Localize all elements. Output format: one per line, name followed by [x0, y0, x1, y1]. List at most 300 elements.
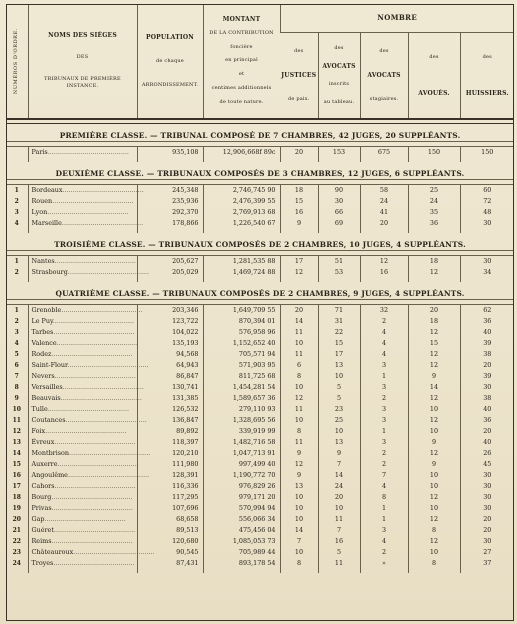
cell-avi: 13	[318, 360, 360, 371]
cell-mont: 1,190,772 70	[203, 470, 280, 481]
cell-hui: 40	[460, 327, 514, 338]
cell-mont: 1,649,709 55	[203, 305, 280, 317]
cell-hui: 38	[460, 349, 514, 360]
cell-hui: 34	[460, 267, 514, 278]
leader-dots: ........................................	[62, 383, 144, 391]
cell-mont: 811,725 68	[203, 371, 280, 382]
cell-pop: 131,385	[137, 393, 203, 404]
table-row	[6, 338, 514, 349]
cell-hui: 45	[460, 459, 514, 470]
leader-dots: ........................................	[54, 257, 136, 265]
header-mont-l1: MONTANT	[222, 16, 261, 24]
leader-dots: ........................................	[73, 548, 155, 556]
cell-mont: 279,110 93	[203, 404, 280, 415]
cell-name	[28, 514, 137, 525]
cell-avi: 90	[318, 185, 360, 197]
cell-name	[28, 316, 137, 327]
spacer-cell	[460, 569, 514, 573]
cell-pop: 64,943	[137, 360, 203, 371]
header-pop-l2: de chaque	[156, 57, 184, 64]
cell-n: 4	[14, 220, 19, 227]
cell-hui: 30	[460, 256, 514, 268]
cell-avs: 4	[360, 338, 408, 349]
header-mont-l3: foncière	[230, 43, 253, 50]
cell-jus: 12	[280, 459, 318, 470]
cell-name	[28, 218, 144, 229]
cell-n: 23	[12, 549, 21, 556]
leader-dots: ........................................	[61, 306, 143, 314]
header-nombre-text: NOMBRE	[377, 12, 418, 22]
cell-hui: 39	[460, 338, 514, 349]
table-row	[6, 305, 514, 317]
cell-name	[28, 404, 137, 415]
cell-pop: 120,680	[137, 536, 203, 547]
tribunal-name: Montbrison	[31, 449, 70, 457]
cell-name	[28, 558, 137, 569]
cell-avi: 66	[318, 207, 360, 218]
cell-pop: 111,980	[137, 459, 203, 470]
header-justices	[280, 33, 318, 120]
cell-n: 3	[14, 329, 19, 336]
cell-n: 8	[14, 384, 19, 391]
cell-jus: 10	[280, 547, 318, 558]
tribunal-name: Beauvais	[31, 394, 61, 402]
cell-hui: 40	[460, 437, 514, 448]
cell-jus: 18	[280, 185, 318, 197]
header-avoues	[408, 33, 460, 120]
leader-dots: ........................................	[67, 268, 150, 276]
cell-hui: 26	[460, 448, 514, 459]
cell-mont: 870,394 01	[203, 316, 280, 327]
cell-jus: 9	[280, 470, 318, 481]
cell-pop: 120,210	[137, 448, 203, 459]
cell-pop: 245,348	[137, 185, 203, 197]
cell-jus: 8	[280, 558, 318, 569]
cell-avi: 7	[318, 525, 360, 536]
cell-n: 4	[14, 340, 19, 347]
cell-avs: 7	[360, 470, 408, 481]
cell-mont: 1,047,713 91	[203, 448, 280, 459]
table-row	[6, 437, 514, 448]
cell-hui: 20	[460, 514, 514, 525]
section-title: TROISIÈME CLASSE. — TRIBUNAUX COMPOSÉS DE 2 CHAMBRES, 10 JUGES, 4 SUPPLÉANTS.	[54, 240, 466, 249]
cell-avi: 16	[318, 536, 360, 547]
cell-mont: 556,066 34	[203, 514, 280, 525]
cell-pop: 126,532	[137, 404, 203, 415]
cell-name	[28, 207, 137, 218]
cell-name	[28, 437, 137, 448]
cell-avi: 25	[318, 415, 360, 426]
cell-pop: 104,022	[137, 327, 203, 338]
leader-dots: ........................................	[60, 394, 142, 402]
header-noms-l2: DES	[76, 53, 89, 60]
cell-name	[28, 481, 137, 492]
cell-hui: 30	[460, 470, 514, 481]
table-row	[6, 492, 514, 503]
table-row	[6, 371, 514, 382]
cell-avs: 12	[360, 256, 408, 268]
header-mont-l5: et	[238, 71, 245, 78]
cell-n: 19	[12, 505, 21, 512]
spacer-cell	[28, 569, 137, 573]
cell-avo: 9	[408, 371, 460, 382]
cell-jus: 13	[280, 481, 318, 492]
cell-mont: 12,906,668f 89c	[203, 147, 280, 159]
cell-jus: 20	[280, 147, 318, 159]
cell-n: 14	[12, 450, 21, 457]
cell-hui: 30	[460, 492, 514, 503]
cell-pop: 205,029	[137, 267, 203, 278]
cell-mont: 576,958 96	[203, 327, 280, 338]
cell-avs: 58	[360, 185, 408, 197]
cell-jus: 7	[280, 536, 318, 547]
cell-pop: 203,346	[137, 305, 203, 317]
leader-dots: ........................................	[53, 559, 135, 567]
frame-left	[6, 4, 7, 620]
cell-hui: 60	[460, 185, 514, 197]
cell-avi: 69	[318, 218, 360, 229]
header-huissiers	[460, 33, 514, 120]
spacer-cell	[137, 569, 203, 573]
tribunal-name: Troyes	[31, 559, 54, 567]
tribunal-name: Privas	[31, 504, 52, 512]
cell-jus: 8	[280, 426, 318, 437]
cell-avi: 7	[318, 459, 360, 470]
cell-n: 18	[12, 494, 21, 501]
cell-name	[28, 415, 147, 426]
cell-pop: 935,108	[137, 147, 203, 159]
cell-pop: 116,336	[137, 481, 203, 492]
cell-hui: 30	[460, 218, 514, 229]
cell-avo: 12	[408, 327, 460, 338]
cell-avo: 10	[408, 470, 460, 481]
table-body	[6, 119, 514, 573]
header-mont-l4: en principal	[225, 57, 258, 64]
cell-avs: 2	[360, 547, 408, 558]
table-row	[6, 349, 514, 360]
cell-avi: 153	[318, 147, 360, 159]
cell-name	[28, 349, 137, 360]
section-title: PREMIÈRE CLASSE. — TRIBUNAL COMPOSÉ DE 7 CHAMBRES, 42 JUGES, 20 SUPPLÉANTS.	[59, 131, 461, 140]
cell-hui: 30	[460, 503, 514, 514]
cell-mont: 1,328,695 56	[203, 415, 280, 426]
cell-avo: 9	[408, 459, 460, 470]
cell-pop: 178,866	[137, 218, 203, 229]
table-row	[6, 327, 514, 338]
cell-pop: 117,295	[137, 492, 203, 503]
tribunal-name: Gap	[31, 515, 45, 523]
spacer-cell	[360, 569, 408, 573]
leader-dots: ........................................	[54, 482, 136, 490]
cell-avs: 1	[360, 371, 408, 382]
cell-hui: 30	[460, 382, 514, 393]
table-row	[6, 426, 514, 437]
cell-pop: 136,847	[137, 415, 203, 426]
cell-pop: 292,370	[137, 207, 203, 218]
cell-avi: 13	[318, 437, 360, 448]
cell-avo: 12	[408, 492, 460, 503]
tribunal-name: Cahors	[31, 482, 55, 490]
table-row	[6, 470, 514, 481]
table-row	[6, 481, 514, 492]
tribunal-name: Tulle	[31, 405, 48, 413]
cell-n: 7	[14, 373, 19, 380]
header-jus-l2: JUSTICES	[281, 72, 317, 79]
cell-avo: 12	[408, 415, 460, 426]
cell-hui: 20	[460, 426, 514, 437]
cell-n: 21	[12, 527, 21, 534]
header-avs-l1: des	[379, 48, 389, 54]
cell-avs: 1	[360, 503, 408, 514]
header-jus-l3: de paix.	[287, 96, 310, 102]
cell-avi: 30	[318, 196, 360, 207]
cell-mont: 570,994 94	[203, 503, 280, 514]
cell-jus: 10	[280, 382, 318, 393]
cell-n: 20	[12, 516, 21, 523]
leader-dots: ........................................	[52, 197, 134, 205]
cell-name	[28, 305, 143, 317]
cell-avi: 22	[318, 327, 360, 338]
leader-dots: ........................................	[56, 339, 138, 347]
leader-dots: ........................................	[51, 350, 133, 358]
cell-jus: 17	[280, 256, 318, 268]
tribunal-name: Châteauroux	[31, 548, 74, 556]
leader-dots: ........................................	[51, 504, 133, 512]
cell-hui: 30	[460, 481, 514, 492]
cell-hui: 40	[460, 404, 514, 415]
cell-n: 13	[12, 439, 21, 446]
leader-dots: ........................................	[47, 148, 129, 156]
cell-jus: 14	[280, 525, 318, 536]
cell-avo: 12	[408, 267, 460, 278]
cell-jus: 10	[280, 503, 318, 514]
table-row	[6, 415, 514, 426]
cell-name	[28, 147, 137, 159]
cell-name	[28, 371, 137, 382]
cell-n: 10	[12, 406, 21, 413]
cell-avo: 9	[408, 437, 460, 448]
cell-jus: 10	[280, 492, 318, 503]
table-row	[6, 360, 514, 371]
tribunal-name: Foix	[31, 427, 46, 435]
cell-pop: 130,741	[137, 382, 203, 393]
cell-name	[28, 503, 137, 514]
cell-avo: 35	[408, 207, 460, 218]
cell-pop: 90,545	[137, 547, 203, 558]
header-avocats-stagiaires	[360, 33, 408, 120]
tribunal-name: Valence	[31, 339, 57, 347]
cell-n: 6	[14, 362, 19, 369]
cell-name	[28, 448, 151, 459]
leader-dots: ........................................	[47, 405, 130, 413]
cell-avi: 31	[318, 316, 360, 327]
cell-pop: 68,658	[137, 514, 203, 525]
leader-dots: ........................................	[45, 427, 127, 435]
cell-avs: 4	[360, 481, 408, 492]
cell-avs: 3	[360, 437, 408, 448]
cell-avo: 8	[408, 525, 460, 536]
tribunal-name: Marseille	[31, 219, 62, 227]
tribunal-name: Bourg	[31, 493, 52, 501]
cell-n: 24	[12, 560, 21, 567]
cell-n: 17	[12, 483, 21, 490]
header-noms-l3: TRIBUNAUX DE PREMIÈRE INSTANCE.	[44, 75, 121, 89]
leader-dots: ........................................	[67, 471, 150, 479]
cell-avo: 12	[408, 514, 460, 525]
cell-avi: 24	[318, 481, 360, 492]
tribunal-name: Auxerre	[31, 460, 58, 468]
leader-dots: ........................................	[51, 493, 133, 501]
cell-avs: 3	[360, 525, 408, 536]
header-avo-l1: des	[429, 54, 439, 60]
header-noms	[28, 4, 137, 119]
cell-mont: 2,476,399 55	[203, 196, 280, 207]
tribunal-name: Rouen	[31, 197, 53, 205]
cell-pop: 123,722	[137, 316, 203, 327]
cell-mont: 997,499 40	[203, 459, 280, 470]
cell-mont: 1,152,652 40	[203, 338, 280, 349]
cell-mont: 2,769,913 68	[203, 207, 280, 218]
cell-avo: 12	[408, 448, 460, 459]
cell-pop: 86,847	[137, 371, 203, 382]
leader-dots: ........................................	[67, 361, 149, 369]
cell-mont: 2,746,745 90	[203, 185, 280, 197]
header-pop-l1: POPULATION	[145, 33, 194, 41]
cell-avs: 4	[360, 349, 408, 360]
header-avo-l2: AVOUÉS.	[418, 90, 450, 97]
cell-n: 1	[14, 187, 19, 194]
header-montant	[203, 4, 280, 119]
cell-avi: 9	[318, 448, 360, 459]
cell-hui: 27	[460, 547, 514, 558]
table-row	[6, 525, 514, 536]
table-row	[6, 459, 514, 470]
cell-avo: 25	[408, 185, 460, 197]
cell-pop: 89,892	[137, 426, 203, 437]
cell-avo: 10	[408, 481, 460, 492]
section-title: DEUXIÈME CLASSE. — TRIBUNAUX COMPOSÉS DE 3 CHAMBRES, 12 JUGES, 6 SUPPLÉANTS.	[55, 169, 465, 178]
cell-avo: 12	[408, 536, 460, 547]
header-avi-l4: au tableau.	[323, 99, 355, 105]
cell-mont: 571,903 95	[203, 360, 280, 371]
table-row	[6, 393, 514, 404]
cell-avo: 10	[408, 426, 460, 437]
cell-jus: 8	[280, 371, 318, 382]
table-row	[6, 382, 514, 393]
table-row	[6, 207, 514, 218]
cell-name	[28, 536, 137, 547]
tribunal-name: Paris	[31, 148, 48, 156]
cell-name	[28, 426, 137, 437]
cell-n	[6, 147, 28, 159]
tribunal-name: Guéret	[31, 526, 54, 534]
cell-avi: 14	[318, 470, 360, 481]
cell-name	[28, 393, 142, 404]
cell-name	[28, 470, 150, 481]
header-mont-l6: centimes additionnels	[211, 84, 272, 91]
cell-avs: 16	[360, 267, 408, 278]
cell-avo: 14	[408, 382, 460, 393]
cell-name	[28, 327, 137, 338]
cell-avs: 3	[360, 404, 408, 415]
table-row	[6, 514, 514, 525]
tribunal-name: Strasbourg	[31, 268, 68, 276]
cell-avi: 10	[318, 371, 360, 382]
cell-pop: 118,397	[137, 437, 203, 448]
cell-avo: 36	[408, 218, 460, 229]
cell-hui: 39	[460, 371, 514, 382]
cell-pop: 107,696	[137, 503, 203, 514]
section-spacer	[6, 569, 514, 573]
cell-mont: 976,829 26	[203, 481, 280, 492]
cell-pop: 205,627	[137, 256, 203, 268]
cell-avs: 3	[360, 360, 408, 371]
tribunal-name: Coutances	[31, 416, 66, 424]
cell-name	[28, 267, 150, 278]
section-title-row	[6, 124, 514, 142]
tribunal-name: Lyon	[31, 208, 48, 216]
cell-avi: 11	[318, 558, 360, 569]
cell-jus: 10	[280, 415, 318, 426]
cell-mont: 705,989 44	[203, 547, 280, 558]
cell-avi: 51	[318, 256, 360, 268]
cell-mont: 979,171 20	[203, 492, 280, 503]
table-row	[6, 196, 514, 207]
cell-pop: 89,513	[137, 525, 203, 536]
cell-hui: 30	[460, 536, 514, 547]
leader-dots: ........................................	[51, 537, 133, 545]
leader-dots: ........................................	[61, 219, 144, 227]
tribunal-name: Évreux	[31, 438, 55, 446]
cell-n: 3	[14, 209, 19, 216]
cell-mont: 1,589,657 36	[203, 393, 280, 404]
cell-avo: 12	[408, 349, 460, 360]
cell-avo: 10	[408, 503, 460, 514]
cell-n: 22	[12, 538, 21, 545]
cell-avi: 15	[318, 338, 360, 349]
cell-name	[28, 525, 137, 536]
cell-avs: 1	[360, 426, 408, 437]
cell-jus: 11	[280, 404, 318, 415]
cell-avi: 71	[318, 305, 360, 317]
table-row	[6, 503, 514, 514]
section-title-row	[6, 282, 514, 300]
cell-avs: 4	[360, 327, 408, 338]
cell-pop: 235,936	[137, 196, 203, 207]
header-mont-l2: DE LA CONTRIBUTION	[209, 30, 274, 37]
cell-n: 1	[14, 307, 19, 314]
header-pop-l3: ARRONDISSEMENT.	[141, 81, 199, 88]
cell-hui: 38	[460, 393, 514, 404]
section-title-row	[6, 162, 514, 180]
leader-dots: ........................................	[62, 186, 144, 194]
header-avs-l2: AVOCATS	[367, 72, 401, 79]
cell-avi: 20	[318, 492, 360, 503]
section-title: QUATRIÈME CLASSE. — TRIBUNAUX COMPOSÉS DE 2 CHAMBRES, 9 JUGES, 4 SUPPLÉANTS.	[55, 289, 465, 298]
cell-mont: 705,571 94	[203, 349, 280, 360]
cell-avi: 23	[318, 404, 360, 415]
cell-jus: 9	[280, 218, 318, 229]
leader-dots: ........................................	[54, 438, 136, 446]
tribunal-name: Rodez	[31, 350, 52, 358]
cell-n: 2	[14, 318, 19, 325]
cell-name	[28, 185, 144, 197]
cell-avs: 2	[360, 448, 408, 459]
cell-pop: 87,431	[137, 558, 203, 569]
tribunal-name: Nantes	[31, 257, 55, 265]
table-row	[6, 404, 514, 415]
tribunal-name: Le Puy	[31, 317, 53, 325]
